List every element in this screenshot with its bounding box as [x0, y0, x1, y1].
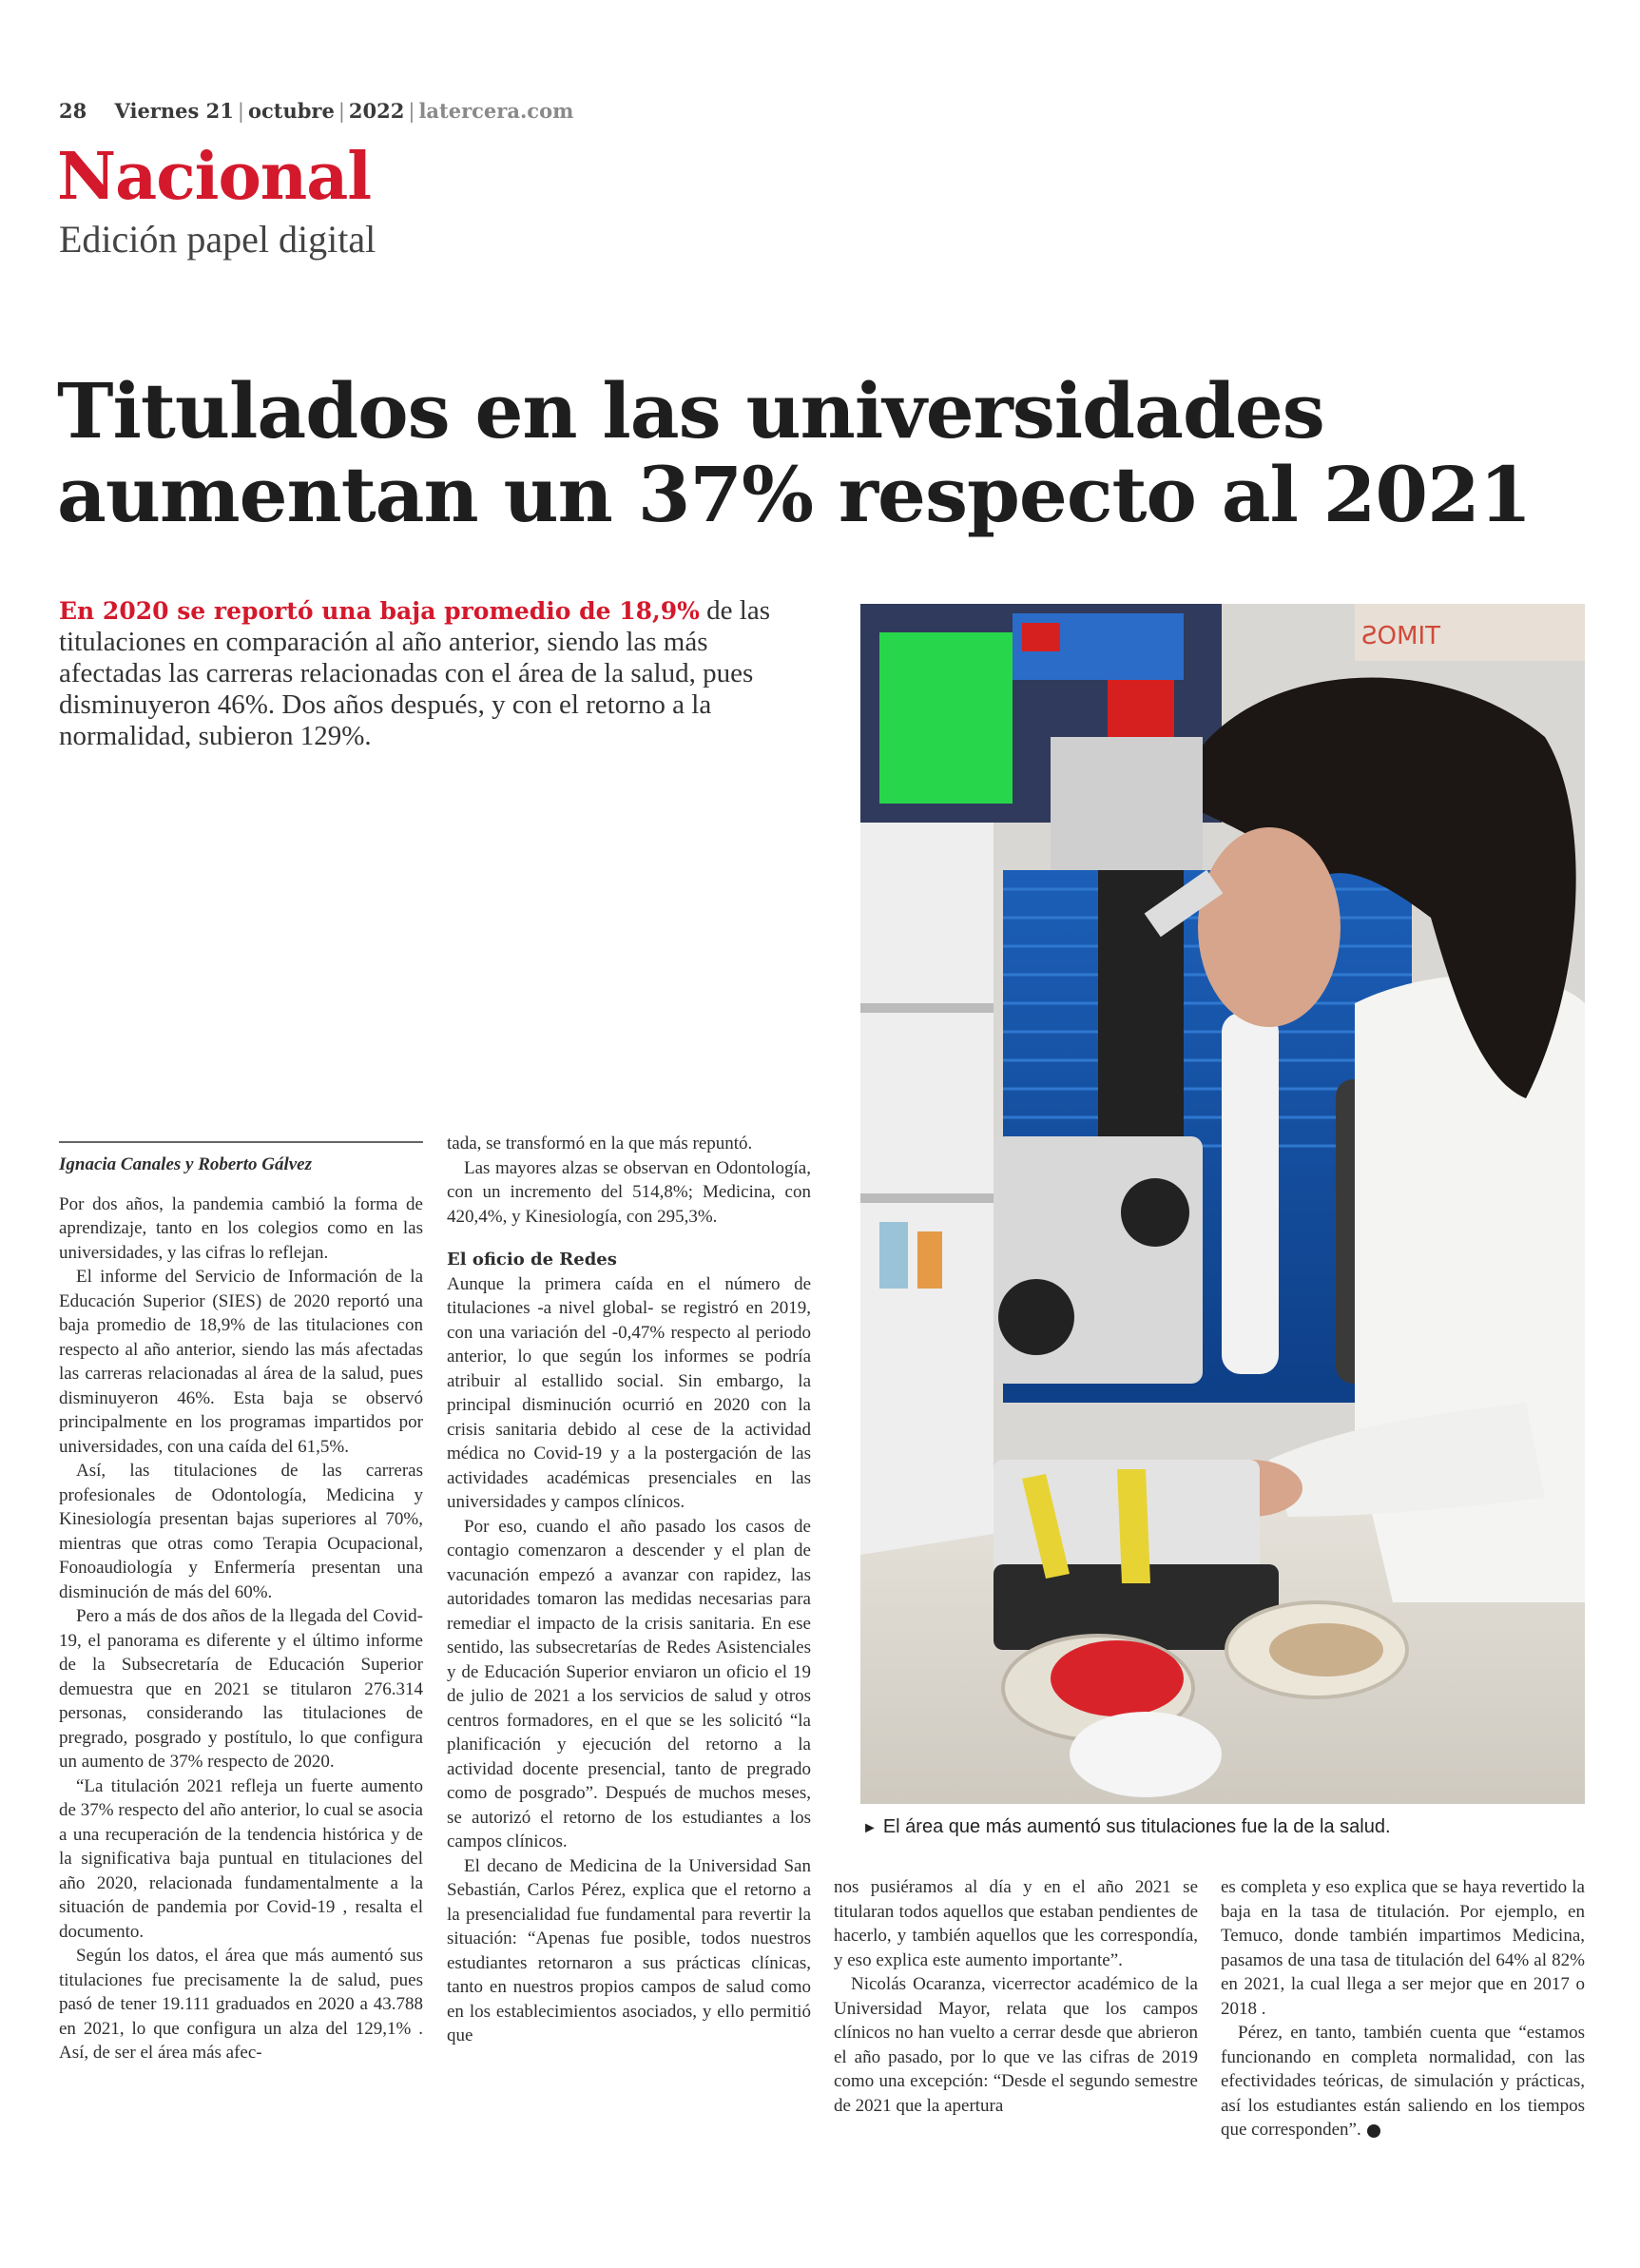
- caption-text: El área que más aumentó sus titulaciones fue la de la salud.: [882, 1816, 1391, 1837]
- page-number: 28: [59, 99, 87, 123]
- article-column-1: [59, 1141, 423, 2065]
- paragraph: Por dos años, la pandemia cambió la forma de aprendizaje, tanto en los colegios como en las universidades, y las cifras lo reflejan.: [59, 1193, 423, 1263]
- paragraph: Las mayores alzas se observan en Odontología, con un incremento del 514,8%; Medicina, con 420,4%, y Kinesiología, con 295,3%.: [447, 1157, 811, 1227]
- paragraph: nos pusiéramos al día y en el año 2021 se titularan todos aquellos que estaban pendientes de hacerlo, y también aquellos que les correspondía, y eso explica este aumento importante”.: [834, 1877, 1198, 1970]
- article-column-4: [1221, 1875, 1585, 2142]
- page-header: 28 Viernes 21 | octubre | 2022 | latercera.com: [59, 99, 574, 123]
- article-column-2: [447, 1132, 811, 2048]
- paragraph: [1221, 2021, 1585, 2142]
- article-column-3: [834, 1875, 1198, 2118]
- paragraph: El informe del Servicio de Información de la Educación Superior (SIES) de 2020 reportó una baja promedio de 18,9% de las titulaciones con respecto al año anterior, siendo las más afectadas las carreras relacionadas al área de la salud, pues disminuyeron 46%. Esta baja se observó principalmente en los programas impartidos por universidades, con una caída del 61,5%.: [59, 1267, 423, 1457]
- lab-microscope-illustration: [860, 604, 1585, 1804]
- edition-label: Edición papel digital: [59, 218, 376, 261]
- date-month: octubre: [247, 99, 335, 123]
- paragraph: tada, se transformó en la que más repuntó.: [447, 1134, 753, 1153]
- paragraph: Así, las titulaciones de las carreras profesionales de Odontología, Medicina y Kinesiología presentan bajas superiores al 70%, mientras que otras como Terapia Ocupacional, Fonoaudiología y Enfermería presentan una disminución de más del 60%.: [59, 1461, 423, 1602]
- paragraph: Pero a más de dos años de la llegada del Covid-19, el panorama es diferente y el último informe de la Subsecretaría de Educación Superior demuestra que en 2021 se titularon 276.314 personas, considerando las titulaciones de pregrado, posgrado y postítulo, lo que configura un aumento de 37% respecto de 2020.: [59, 1606, 423, 1772]
- lede-highlight: En 2020 se reportó una baja promedio de 18,9%: [59, 597, 700, 625]
- lede-text: de las titulaciones en comparación al año anterior, siendo las más afectadas las carreras relacionadas con el área de la salud, pues disminuyeron 46%. Dos años después, y con el retorno a la normalidad, subieron 129%.: [59, 595, 770, 751]
- headline: Titulados en las universidades aumentan un 37% respecto al 2021: [57, 366, 1532, 539]
- site-name[interactable]: latercera.com: [418, 99, 574, 123]
- paragraph: Según los datos, el área que más aumentó sus titulaciones fue precisamente la de salud, pues pasó de tener 19.111 graduados en 2020 a 43.788 en 2021, lo que configura un alza del 129,1% . Así, de ser el área más afec-: [59, 1946, 423, 2063]
- photo-caption: [862, 1816, 1391, 1838]
- byline: Ignacia Canales y Roberto Gálvez: [59, 1141, 423, 1187]
- paragraph: Nicolás Ocaranza, vicerrector académico de la Universidad Mayor, relata que los campos clínicos no han vuelto a cerrar desde que abrieron el año pasado, por lo que ve las cifras de 2019 como una excepción: “Desde el segundo semestre de 2021 que la apertura: [834, 1974, 1198, 2116]
- subheading: El oficio de Redes: [447, 1250, 617, 1270]
- paragraph: Por eso, cuando el año pasado los casos de contagio comenzaron a descender y el plan de vacunación empezó a avanzar con rapidez, las autoridades tomaron las medidas necesarias para remediar el impacto de la crisis sanitaria. En ese sentido, las subsecretarías de Redes Asistenciales y de Educación Superior enviaron un oficio el 19 de julio de 2021 a los servicios de salud y otros centros formadores, en el que se les solicitó “la planificación y ejecución del retorno a la actividad docente presencial, tanto de pregrado como de posgrado”. Después de muchos meses, se autorizó el retorno de los estudiantes a los campos clínicos.: [447, 1516, 811, 1851]
- section-title: Nacional: [57, 139, 372, 215]
- end-mark-icon: [1367, 2124, 1380, 2138]
- paragraph-text: Pérez, en tanto, también cuenta que “estamos funcionando en completa normalidad, con las efectividades teóricas, de simulación y prácticas, así los estudiantes están saliendo en los tiempos que corresponden”.: [1221, 2023, 1585, 2140]
- lede: [59, 595, 801, 752]
- paragraph: El decano de Medicina de la Universidad San Sebastián, Carlos Pérez, explica que el retorno a la presencialidad fue fundamental para revertir la situación: “Apenas fue posible, todos nuestros estudiantes retornaron a sus prácticas clínicas, tanto en nuestros propios campos de salud como en los establecimientos asociados, y ello permitió que: [447, 1855, 811, 2045]
- paragraph: es completa y eso explica que se haya revertido la baja en la tasa de titulación. Por ejemplo, en Temuco, donde también impartimos Medicina, pasamos de una tasa de titulación del 64% al 82% en 2021, la cual llega a ser mejor que en 2017 o 2018 .: [1221, 1877, 1585, 2019]
- paragraph: “La titulación 2021 refleja un fuerte aumento de 37% respecto del año anterior, lo cual se asocia a una recuperación de la tendencia histórica y de la significativa baja puntual en titulaciones del año 2020, relacionada fundamentalmente a la situación de pandemia por Covid-19 , resalta el documento.: [59, 1775, 423, 1942]
- article-photo: [860, 604, 1585, 1804]
- lab-sign: TIMOS: [1361, 622, 1440, 650]
- date-day: Viernes 21: [114, 99, 234, 123]
- caption-arrow-icon: ►: [862, 1820, 878, 1836]
- date-year: 2022: [348, 99, 405, 123]
- paragraph: Aunque la primera caída en el número de titulaciones -a nivel global- se registró en 2019, con una variación del -0,47% respecto al periodo anterior, lo que según los informes se podría atribuir al estallido social. Sin embargo, la principal disminución ocurrió en 2020 con la crisis sanitaria debido al cese de la actividad médica no Covid-19 y a la postergación de las actividades académicas presenciales en las universidades y campos clínicos.: [447, 1273, 811, 1512]
